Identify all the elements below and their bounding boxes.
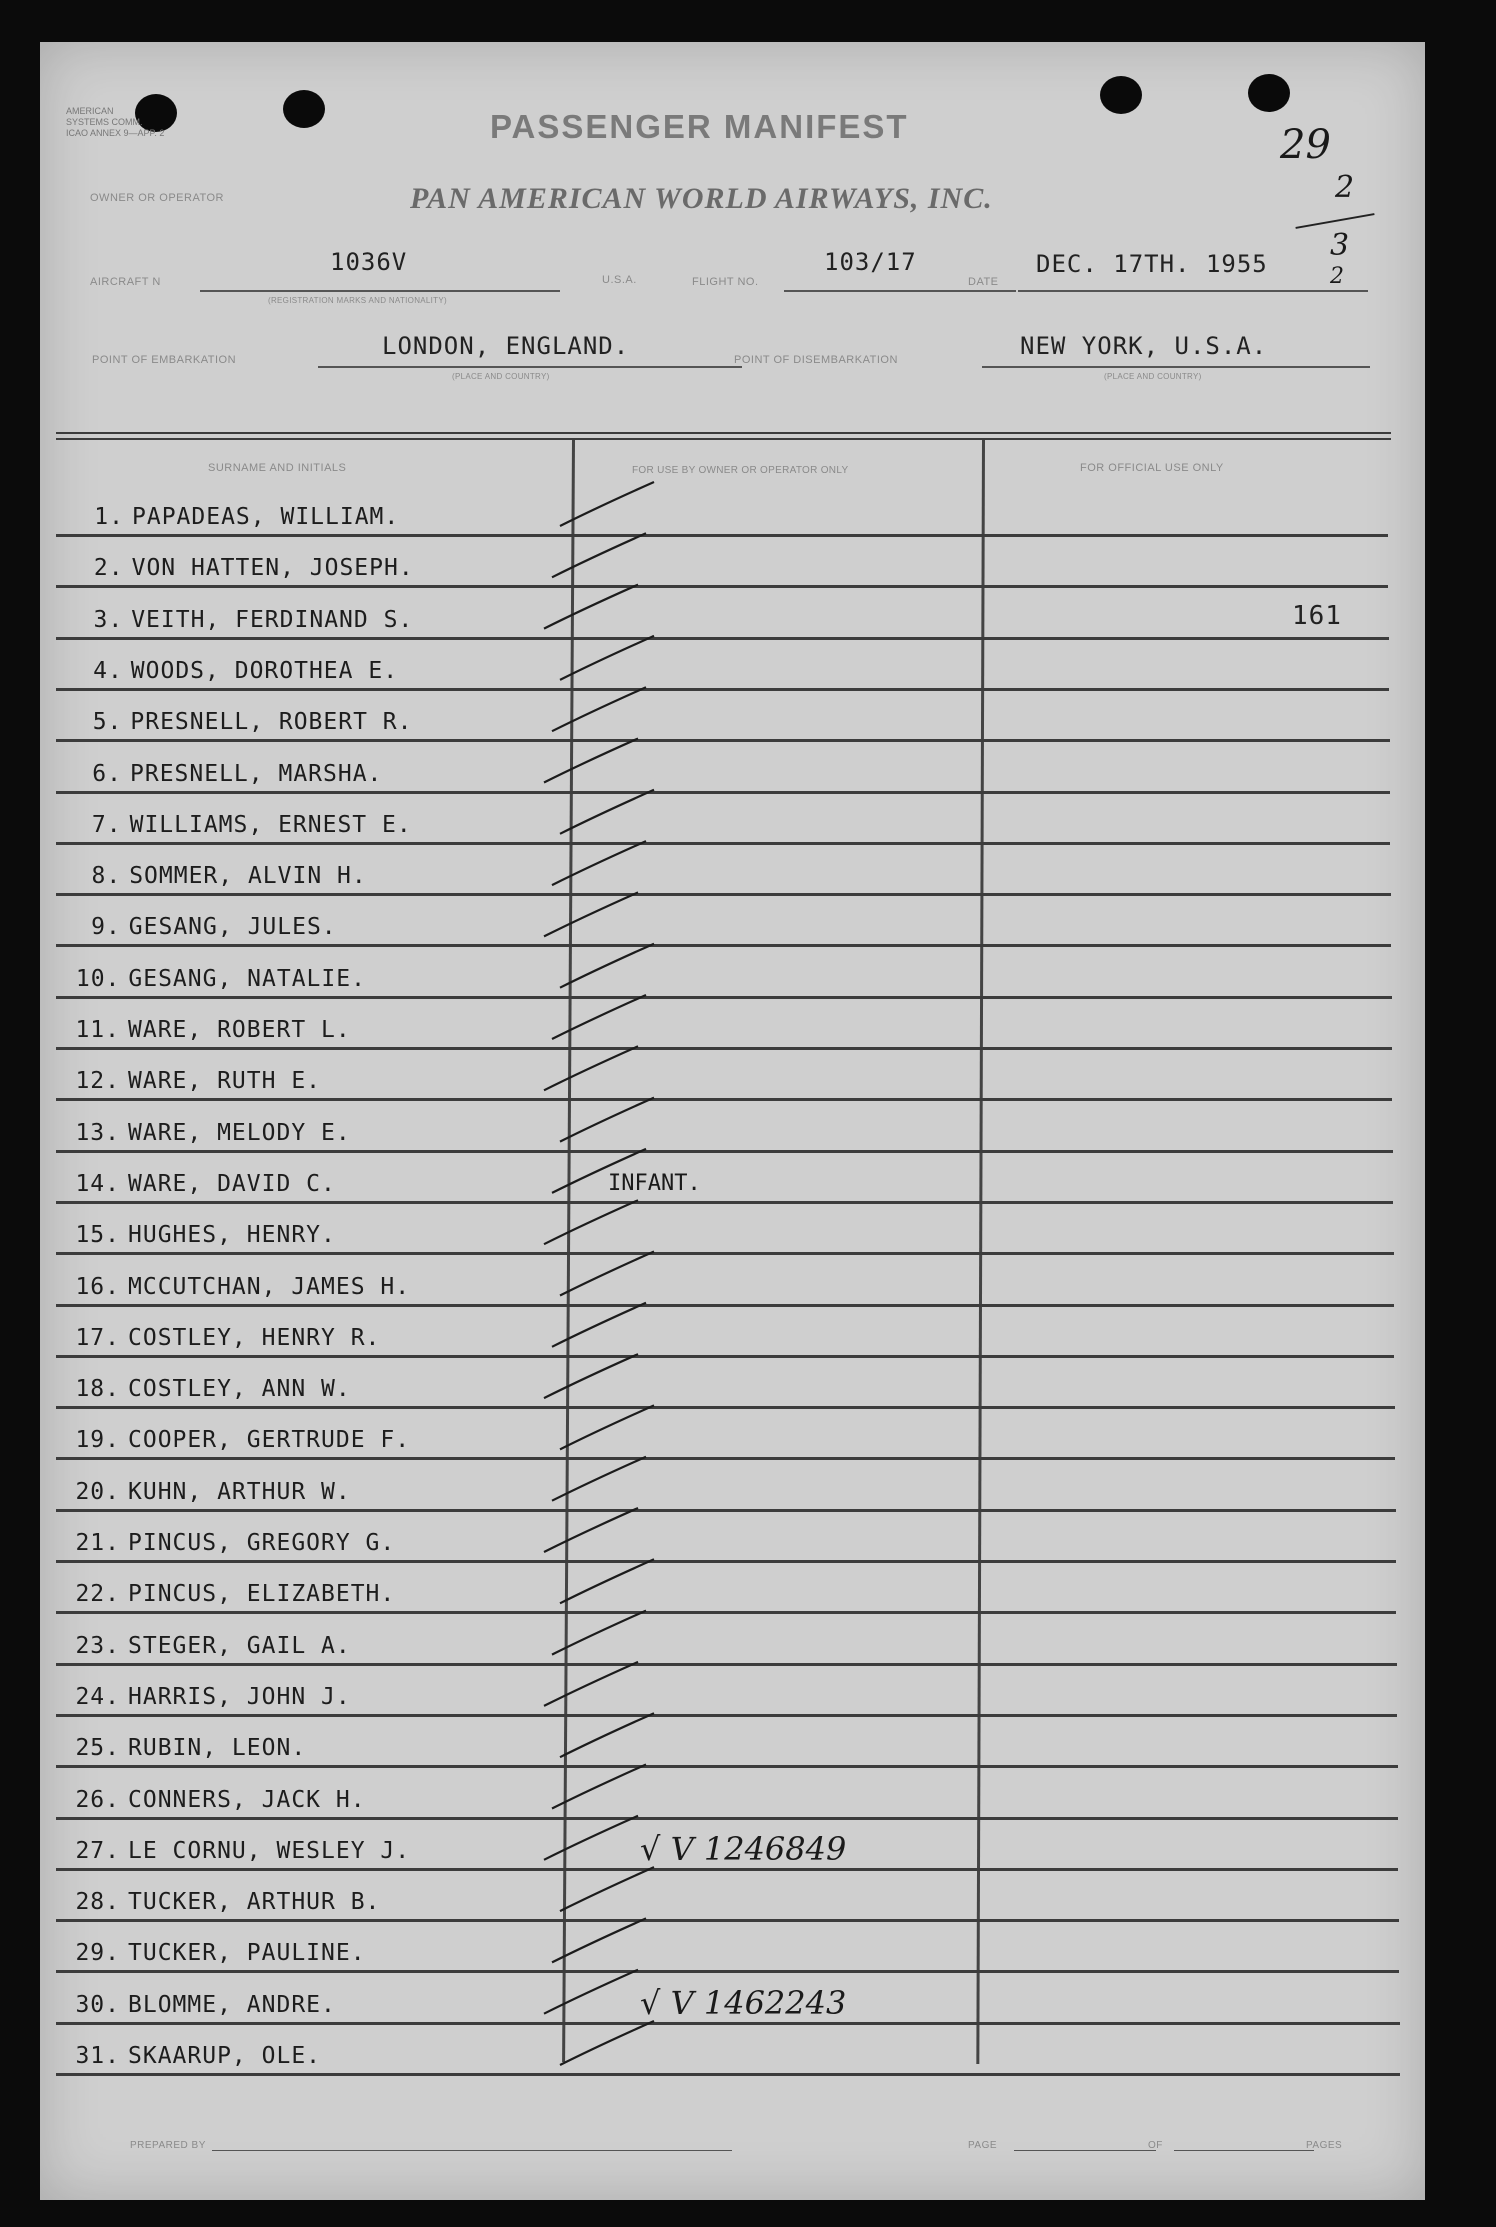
check-stroke (552, 1457, 646, 1501)
page-label: PAGE (968, 2140, 998, 2151)
check-stroke (552, 1765, 646, 1809)
passenger-name: WARE, ROBERT L. (128, 1017, 351, 1043)
passenger-name: SOMMER, ALVIN H. (129, 863, 367, 890)
check-stroke (552, 1303, 646, 1347)
passenger-name: PINCUS, GREGORY G. (128, 1530, 396, 1556)
passenger-name: VON HATTEN, JOSEPH. (131, 555, 414, 582)
column-header-official: FOR OFFICIAL USE ONLY (1080, 462, 1224, 474)
passenger-name: PAPADEAS, WILLIAM. (132, 504, 400, 530)
owner-label: OWNER OR OPERATOR (90, 192, 224, 204)
aircraft-sublabel: (REGISTRATION MARKS AND NATIONALITY) (268, 296, 447, 305)
check-stroke (560, 1252, 654, 1296)
check-stroke (560, 1867, 654, 1911)
passenger-name: COSTLEY, ANN W. (128, 1376, 351, 1403)
form-title: PASSENGER MANIFEST (490, 108, 909, 145)
owner-note: √ V 1246849 (640, 1829, 847, 1868)
passenger-name: COOPER, GERTRUDE F. (128, 1427, 411, 1454)
passenger-name: LE CORNU, WESLEY J. (128, 1837, 411, 1864)
embarkation-sublabel: (PLACE AND COUNTRY) (452, 372, 550, 381)
disembarkation-sublabel: (PLACE AND COUNTRY) (1104, 372, 1202, 381)
passenger-name: COSTLEY, HENRY R. (128, 1324, 381, 1351)
row-number: 21. (75, 1530, 120, 1556)
prepared-by-label: PREPARED BY (130, 2140, 206, 2151)
check-stroke (560, 1405, 654, 1449)
embarkation-label: POINT OF EMBARKATION (92, 354, 237, 366)
flight-label: FLIGHT NO. (692, 276, 759, 288)
row-number: 4. (93, 657, 123, 684)
embarkation-value: LONDON, ENGLAND. (382, 332, 630, 360)
manifest-sheet (40, 42, 1425, 2200)
passenger-name: HUGHES, HENRY. (128, 1222, 336, 1249)
row-number: 9. (91, 914, 121, 941)
passenger-name: GESANG, JULES. (128, 914, 337, 941)
check-stroke (552, 841, 646, 885)
passenger-name: GESANG, NATALIE. (128, 965, 366, 992)
date-label: DATE (968, 276, 999, 288)
handwritten-reference-4: 2 (1330, 264, 1344, 289)
check-stroke (560, 2021, 654, 2065)
owner-note: INFANT. (608, 1170, 701, 1196)
check-stroke (552, 533, 646, 577)
passenger-name: PRESNELL, MARSHA. (130, 760, 383, 787)
owner-note: √ V 1462243 (640, 1983, 847, 2022)
check-stroke (560, 636, 654, 680)
row-number: 22. (75, 1581, 120, 1608)
check-stroke (544, 1662, 638, 1706)
passenger-name: SKAARUP, OLE. (128, 2043, 322, 2069)
passenger-name: STEGER, GAIL A. (128, 1632, 351, 1659)
row-number: 17. (75, 1324, 120, 1351)
flight-value: 103/17 (824, 248, 917, 276)
row-number: 18. (75, 1376, 120, 1403)
check-stroke (544, 1816, 638, 1860)
check-stroke (544, 1200, 638, 1244)
passenger-name: CONNERS, JACK H. (128, 1786, 366, 1813)
row-number: 5. (92, 709, 123, 736)
row-number: 16. (75, 1273, 120, 1300)
check-stroke (552, 995, 646, 1039)
row-number: 14. (75, 1170, 120, 1197)
check-stroke (560, 944, 654, 988)
official-entry: 161 (1292, 600, 1342, 631)
check-stroke (544, 1508, 638, 1552)
check-stroke (560, 482, 654, 526)
passenger-name: VEITH, FERDINAND S. (131, 606, 414, 633)
date-value: DEC. 17TH. 1955 (1036, 250, 1268, 278)
handwritten-reference: 29 (1280, 122, 1331, 168)
disembarkation-label: POINT OF DISEMBARKATION (734, 354, 898, 366)
passenger-name: PINCUS, ELIZABETH. (128, 1581, 396, 1608)
row-number: 26. (75, 1786, 120, 1813)
check-stroke (544, 1046, 638, 1090)
row-number: 7. (91, 811, 122, 838)
check-stroke (560, 1559, 654, 1603)
row-number: 15. (75, 1222, 120, 1249)
check-stroke (544, 892, 638, 936)
of-label: OF (1148, 2140, 1163, 2151)
row-number: 11. (75, 1017, 120, 1043)
handwritten-reference-3: 3 (1330, 228, 1350, 263)
column-header-surname: SURNAME AND INITIALS (208, 462, 347, 474)
row-number: 10. (75, 965, 121, 992)
check-stroke (552, 687, 646, 731)
passenger-name: RUBIN, LEON. (128, 1735, 307, 1762)
passenger-name: HARRIS, JOHN J. (128, 1683, 351, 1710)
usa-label: U.S.A. (602, 274, 637, 286)
passenger-name: WARE, RUTH E. (128, 1068, 322, 1095)
row-number: 25. (75, 1735, 120, 1762)
row-number: 23. (75, 1632, 120, 1659)
passenger-name: KUHN, ARTHUR W. (128, 1478, 351, 1505)
row-number: 19. (75, 1427, 120, 1454)
check-stroke (544, 585, 638, 629)
row-number: 12. (75, 1068, 120, 1095)
check-stroke (560, 1098, 654, 1142)
passenger-name: WARE, MELODY E. (128, 1119, 351, 1146)
check-stroke (552, 1149, 646, 1193)
check-stroke (544, 1354, 638, 1398)
passenger-name: TUCKER, ARTHUR B. (128, 1889, 381, 1916)
row-number: 1. (94, 504, 124, 530)
row-number: 6. (92, 760, 122, 787)
row-number: 29. (75, 1940, 120, 1967)
check-stroke (552, 1918, 646, 1962)
passenger-name: TUCKER, PAULINE. (128, 1940, 366, 1967)
row-number: 30. (75, 1991, 120, 2018)
row-number: 28. (75, 1889, 120, 1916)
row-number: 24. (75, 1683, 120, 1710)
passenger-name: WILLIAMS, ERNEST E. (129, 811, 412, 838)
row-number: 31. (75, 2043, 120, 2069)
passenger-name: WARE, DAVID C. (128, 1170, 336, 1197)
handwritten-reference-2: 2 (1335, 170, 1355, 205)
check-stroke (544, 739, 638, 783)
aircraft-label: AIRCRAFT N (90, 276, 161, 288)
form-stamp: AMERICAN SYSTEMS COMM. ICAO ANNEX 9—APP. 2 (66, 106, 165, 138)
check-stroke (552, 1611, 646, 1655)
row-number: 27. (75, 1837, 120, 1864)
row-number: 2. (93, 555, 124, 582)
check-stroke (560, 790, 654, 834)
check-stroke (560, 1713, 654, 1757)
check-stroke (544, 1970, 638, 2014)
row-number: 20. (75, 1478, 120, 1505)
column-header-owner: FOR USE BY OWNER OR OPERATOR ONLY (632, 465, 849, 476)
passenger-name: WOODS, DOROTHEA E. (130, 657, 399, 684)
aircraft-value: 1036V (330, 248, 408, 276)
passenger-name: MCCUTCHAN, JAMES H. (128, 1273, 411, 1300)
row-number: 3. (93, 606, 124, 633)
owner-value: PAN AMERICAN WORLD AIRWAYS, INC. (410, 182, 993, 215)
row-number: 8. (91, 863, 122, 890)
passenger-name: BLOMME, ANDRE. (128, 1991, 336, 2018)
passenger-name: PRESNELL, ROBERT R. (130, 709, 413, 736)
row-number: 13. (75, 1119, 120, 1146)
pages-label: PAGES (1306, 2140, 1343, 2151)
check-marks (40, 42, 1425, 2200)
disembarkation-value: NEW YORK, U.S.A. (1020, 332, 1268, 360)
